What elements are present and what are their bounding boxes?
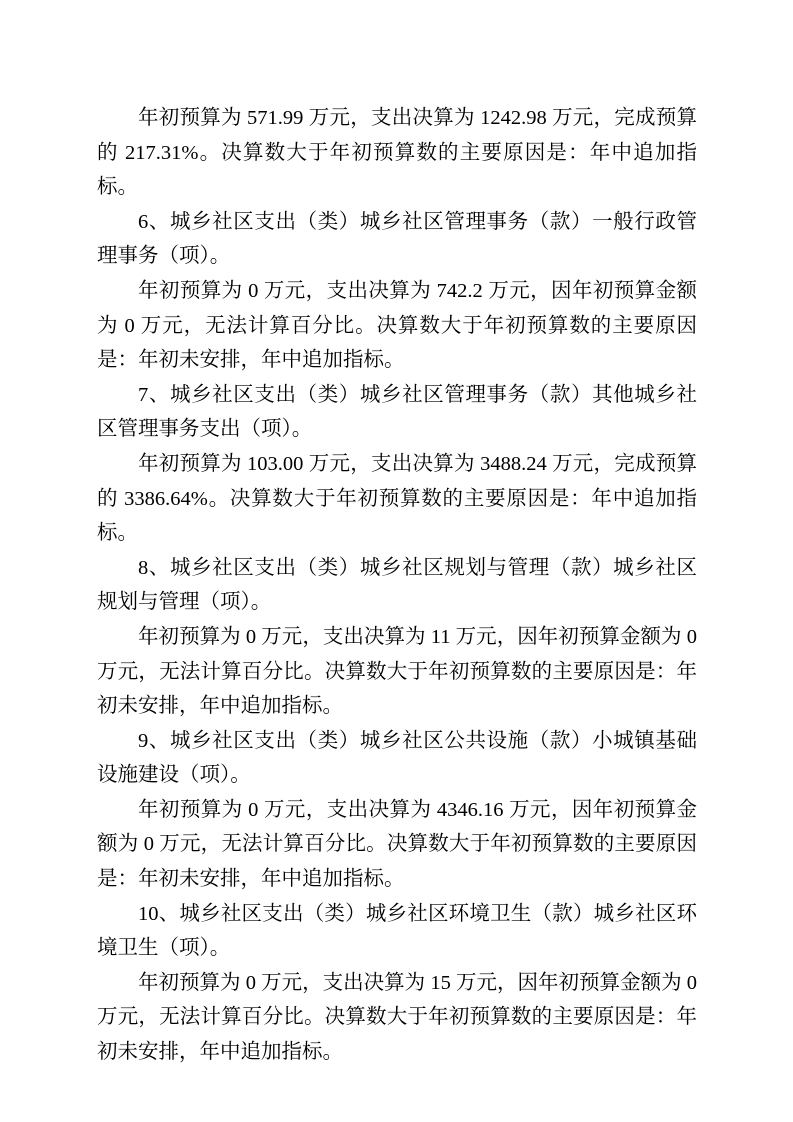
budget-note-item-6: 年初预算为 0 万元，支出决算为 742.2 万元，因年初预算金额为 0 万元，无法计算百分比。决算数大于年初预算数的主要原因是：年初未安排，年中追加指标。 [97,279,697,372]
item-6-heading: 6、城乡社区支出（类）城乡社区管理事务（款）一般行政管理事务（项）。 [97,210,697,268]
budget-note-item-10: 年初预算为 0 万元，支出决算为 15 万元，因年初预算金额为 0 万元，无法计算百分比。决算数大于年初预算数的主要原因是：年初未安排，年中追加指标。 [97,971,697,1064]
budget-note-item-7: 年初预算为 103.00 万元，支出决算为 3488.24 万元，完成预算的 3386.64%。决算数大于年初预算数的主要原因是：年中追加指标。 [97,452,697,545]
item-7-heading: 7、城乡社区支出（类）城乡社区管理事务（款）其他城乡社区管理事务支出（项）。 [97,383,697,441]
item-8-heading: 8、城乡社区支出（类）城乡社区规划与管理（款）城乡社区规划与管理（项）。 [97,556,697,614]
item-10-heading: 10、城乡社区支出（类）城乡社区环境卫生（款）城乡社区环境卫生（项）。 [97,902,697,960]
item-9-heading: 9、城乡社区支出（类）城乡社区公共设施（款）小城镇基础设施建设（项）。 [97,729,697,787]
budget-note-item-5: 年初预算为 571.99 万元，支出决算为 1242.98 万元，完成预算的 217.31%。决算数大于年初预算数的主要原因是：年中追加指标。 [97,107,697,199]
budget-note-item-9: 年初预算为 0 万元，支出决算为 4346.16 万元，因年初预算金额为 0 万元，无法计算百分比。决算数大于年初预算数的主要原因是：年初未安排，年中追加指标。 [97,798,697,891]
document-body [97,101,697,1070]
budget-note-item-8: 年初预算为 0 万元，支出决算为 11 万元，因年初预算金额为 0 万元，无法计算百分比。决算数大于年初预算数的主要原因是：年初未安排，年中追加指标。 [97,625,697,718]
